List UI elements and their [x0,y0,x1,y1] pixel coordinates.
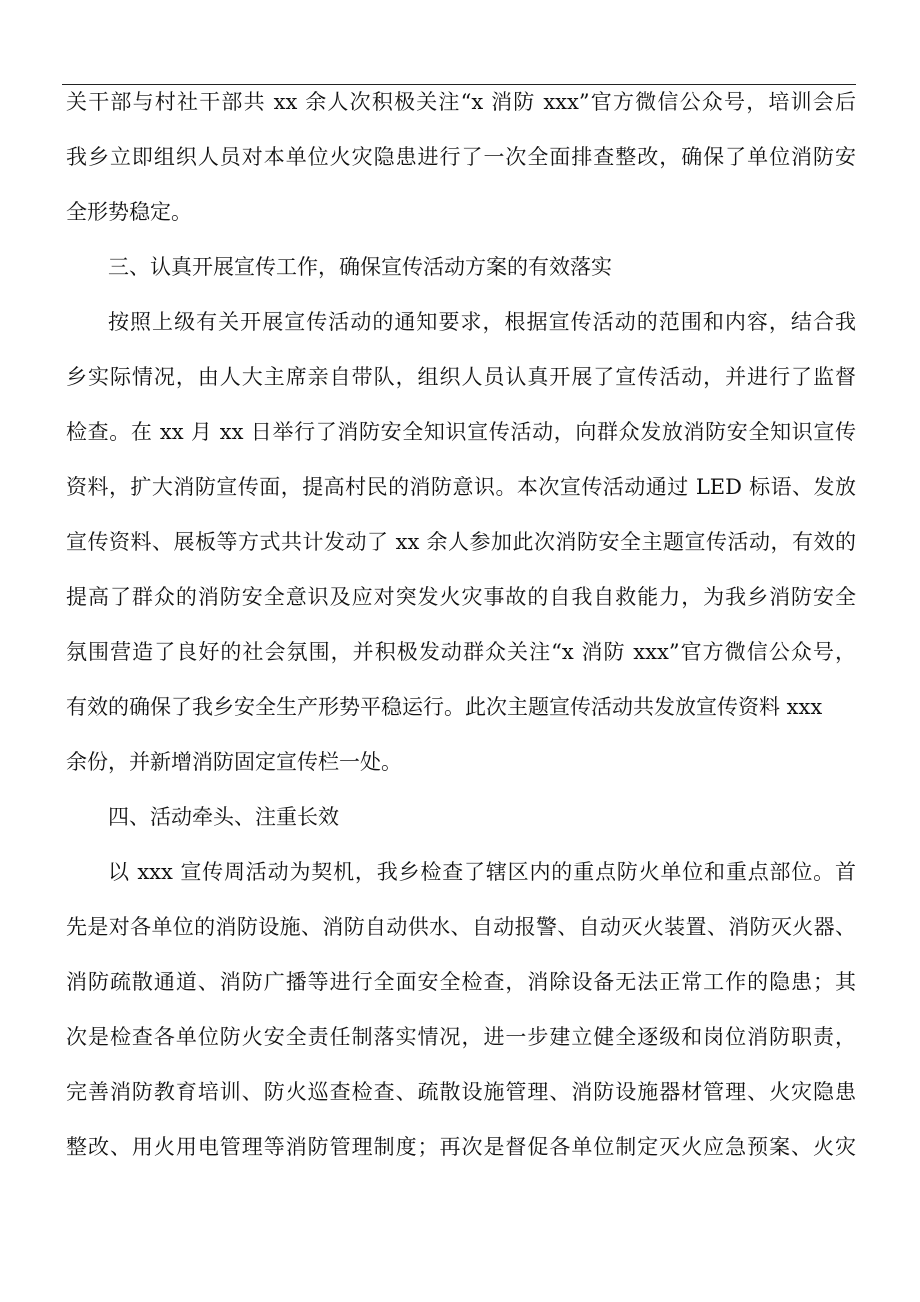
paragraph-line: 检查。在 xx 月 xx 日举行了消防安全知识宣传活动，向群众发放消防安全知识宣传 [66,420,856,444]
paragraph-line: 先是对各单位的消防设施、消防自动供水、自动报警、自动灭火装置、消防灭火器、 [66,915,856,939]
paragraph-line: 以 xxx 宣传周活动为契机，我乡检查了辖区内的重点防火单位和重点部位。首 [108,860,856,884]
paragraph-line: 有效的确保了我乡安全生产形势平稳运行。此次主题宣传活动共发放宣传资料 xxx [66,695,823,719]
section-heading-3: 三、认真开展宣传工作，确保宣传活动方案的有效落实 [108,255,612,279]
paragraph-line: 余份，并新增消防固定宣传栏一处。 [66,750,402,774]
paragraph-line: 消防疏散通道、消防广播等进行全面安全检查，消除设备无法正常工作的隐患；其 [66,970,856,994]
paragraph-line: 氛围营造了良好的社会氛围，并积极发动群众关注“x 消防 xxx”官方微信公众号， [66,640,856,664]
paragraph-line: 次是检查各单位防火安全责任制落实情况，进一步建立健全逐级和岗位消防职责， [66,1025,856,1049]
paragraph-line: 我乡立即组织人员对本单位火灾隐患进行了一次全面排查整改，确保了单位消防安 [66,145,856,169]
paragraph-line: 提高了群众的消防安全意识及应对突发火灾事故的自我自救能力，为我乡消防安全 [66,585,856,609]
paragraph-line: 完善消防教育培训、防火巡查检查、疏散设施管理、消防设施器材管理、火灾隐患 [66,1080,856,1104]
paragraph-line: 按照上级有关开展宣传活动的通知要求，根据宣传活动的范围和内容，结合我 [108,310,856,334]
section-heading-4: 四、活动牵头、注重长效 [108,805,339,829]
paragraph-line: 资料，扩大消防宣传面，提高村民的消防意识。本次宣传活动通过 LED 标语、发放 [66,475,856,499]
paragraph-line: 关干部与村社干部共 xx 余人次积极关注“x 消防 xxx”官方微信公众号，培训会后 [66,90,856,114]
paragraph-line: 乡实际情况，由人大主席亲自带队，组织人员认真开展了宣传活动，并进行了监督 [66,365,856,389]
paragraph-line: 整改、用火用电管理等消防管理制度；再次是督促各单位制定灭火应急预案、火灾 [66,1135,856,1159]
paragraph-line: 全形势稳定。 [66,200,192,224]
paragraph-line: 宣传资料、展板等方式共计发动了 xx 余人参加此次消防安全主题宣传活动，有效的 [66,530,856,554]
